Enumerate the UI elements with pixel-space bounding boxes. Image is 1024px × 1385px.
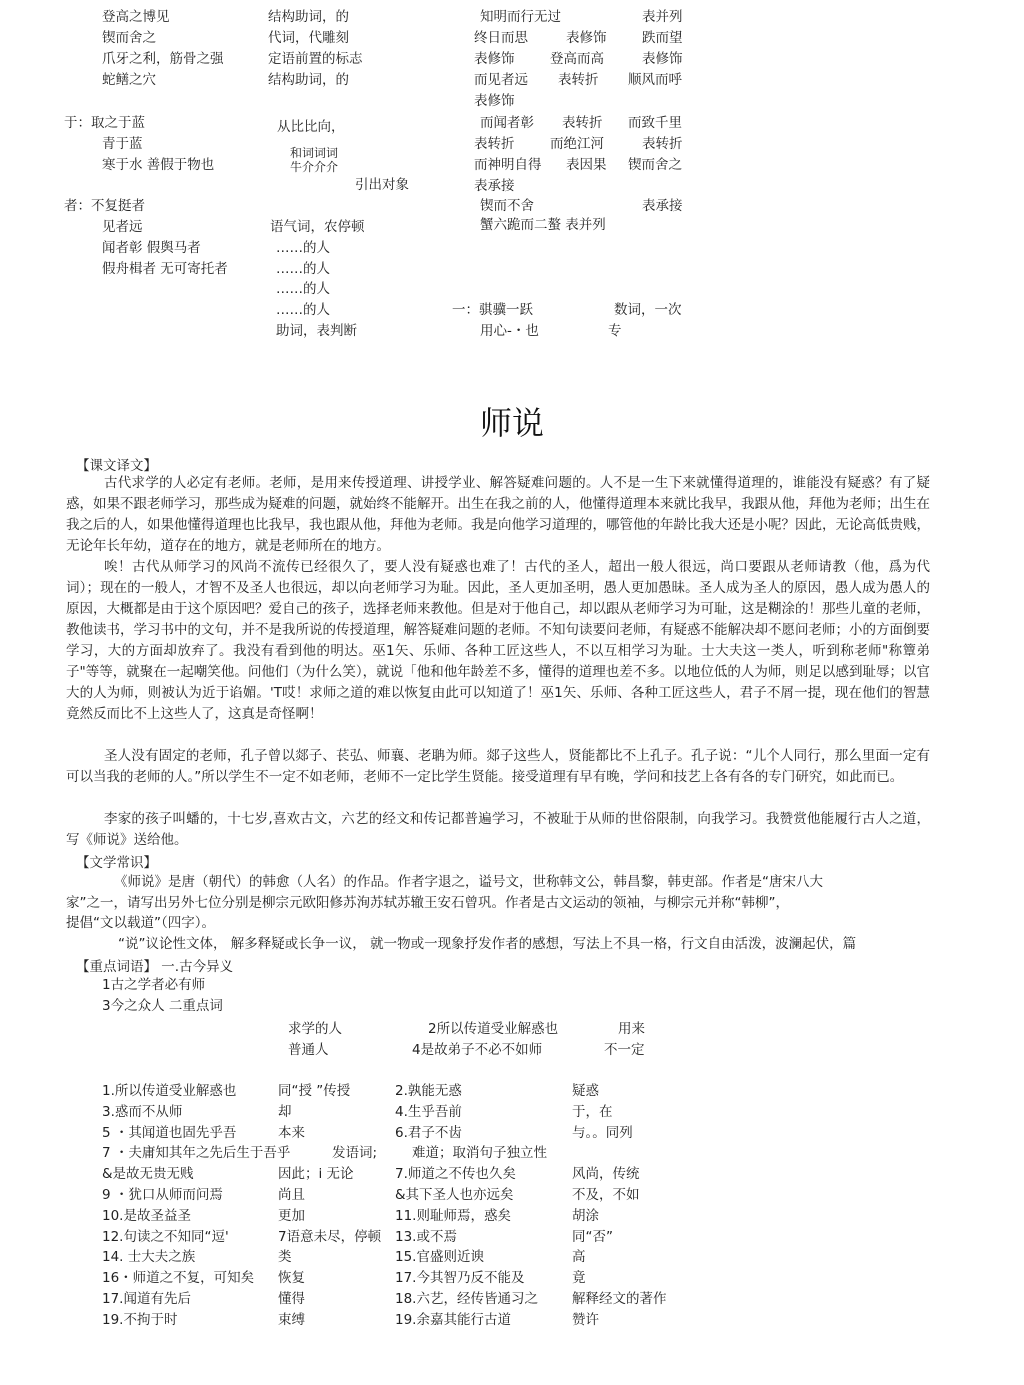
note-col3-item: 表转折	[642, 136, 683, 152]
keyword-row-cell: 7.师道之不传也久矣	[395, 1166, 516, 1183]
note-col2-item: 结构助词，的	[268, 72, 349, 88]
note-col3-item: 而见者远	[474, 72, 528, 88]
keyword-row-cell: 5 ・其闻道也固先乎吾	[102, 1124, 237, 1141]
note-col2-item: 和词词词	[290, 146, 339, 160]
keyword-row-cell: 于，在	[572, 1103, 613, 1120]
note-col2-item: 语气词，农停顿	[270, 219, 365, 235]
keyword-row-cell: 更加	[278, 1207, 305, 1224]
note-col3-item: 数词，一次	[614, 302, 682, 318]
note-col3-item: 表承接	[642, 198, 683, 214]
keyword-row-cell: 不及，不如	[572, 1187, 640, 1203]
note-col1-item: 假舟楫者 无可寄托者	[102, 261, 228, 277]
keyword-row-cell: 竟	[572, 1270, 586, 1287]
keyword-row-cell: 3.惑而不从师	[102, 1103, 183, 1120]
keyword-row-cell: 高	[572, 1249, 586, 1266]
keyword-row-cell: 16・师道之不复，可知矣	[102, 1270, 255, 1287]
keyword-row-cell: 风尚，传统	[572, 1166, 640, 1183]
keyword-row-cell: 赞许	[572, 1311, 599, 1328]
page-title: 师说	[479, 404, 544, 442]
note-col3-item: 表转折	[474, 136, 515, 152]
keyword-row-cell: 6.君子不齿	[395, 1124, 462, 1141]
note-col2-item: ……的人	[276, 302, 330, 318]
keyword-line: 1古之学者必有师	[102, 977, 206, 993]
keyword-row-cell: 解释经文的著作	[572, 1291, 667, 1307]
keyword-row-cell: 7 ・夫庸知其年之先后生于吾乎	[102, 1145, 291, 1162]
note-col2-item: 定语前置的标志	[268, 51, 363, 67]
keyword-row-cell: &是故无贵无贱	[102, 1166, 194, 1183]
keyword-row-cell: &其下圣人也亦远矣	[395, 1187, 514, 1203]
keyword-gloss: 求学的人	[288, 1021, 342, 1037]
note-col3-item: 知明而行无过	[480, 9, 561, 25]
keyword-row-cell: 4.生乎吾前	[395, 1103, 462, 1120]
note-col3-item: 锲而舍之	[628, 157, 682, 173]
keyword-row-cell: 7语意未尽，停顿	[278, 1228, 382, 1245]
literature-line: “说”议论性文体， 解多释疑或长争一议， 就一物或一现象抒发作者的感想，写法上不具一格，行文自由活泼，波澜起伏，篇	[118, 936, 857, 952]
keyword-line: 3今之众人 二重点词	[102, 998, 223, 1014]
keyword-row-cell: 17.闻道有先后	[102, 1291, 191, 1307]
section-heading-keywords: 【重点词语】 一.古今异义	[76, 959, 234, 975]
note-col2-item: 引出对象	[355, 177, 409, 193]
note-col2-item: 牛介介介	[290, 160, 339, 174]
keyword-row-cell: 1.所以传道受业解惑也	[102, 1083, 237, 1099]
keyword-row-cell: 与。。同列	[572, 1124, 633, 1141]
note-col2-item: ……的人	[276, 281, 330, 297]
note-col1-item: 见者远	[102, 219, 143, 235]
note-col1-item: 锲而舍之	[102, 30, 156, 46]
note-col3-item: 表转折	[562, 115, 603, 131]
keyword-row-cell: 胡涂	[572, 1207, 599, 1224]
note-col3-item: 锲而不舍	[480, 198, 534, 214]
note-col2-item: ……的人	[276, 240, 330, 256]
literature-line: 《师说》是唐（朝代）的韩愈（人名）的作品。作者字退之，谥号文，世称韩文公，韩昌黎，韩吏部。作者是“唐宋八大	[114, 874, 823, 890]
keyword-row-cell: 11.则耻师焉，惑矣	[395, 1207, 511, 1224]
note-col2-item: ……的人	[276, 261, 330, 277]
note-col2-item: 助词，表判断	[276, 323, 357, 339]
keyword-gloss: 普通人	[288, 1042, 329, 1058]
keyword-row-cell: 9 ・犹口从师而问焉	[102, 1187, 223, 1203]
keyword-row-cell: 同“否”	[572, 1228, 613, 1245]
note-col3-item: 登高而高	[550, 51, 604, 67]
keyword-gloss: 4是故弟子不必不如师	[412, 1042, 543, 1058]
keyword-row-cell: 18.六艺，经传皆通习之	[395, 1291, 538, 1307]
note-col1-item: 寒于水 善假于物也	[102, 157, 215, 173]
note-col1-item: 者：不复挺者	[64, 198, 145, 214]
keyword-gloss: 用来	[618, 1021, 645, 1037]
note-col3-item: 表转折	[558, 72, 599, 88]
translation-paragraph: 李家的孩子叫蟠的，十七岁,喜欢古文，六艺的经文和传记都普遍学习，不被耻于从师的世俗限制，向我学习。我赞赏他能履行古人之道，写《师说》送给他。	[66, 811, 930, 848]
section-heading-translation: 【课文译文】	[76, 458, 157, 474]
keyword-row-cell: 本来	[278, 1124, 305, 1141]
note-col3-item: 表修饰	[474, 51, 515, 67]
note-col1-item: 登高之博见	[102, 9, 170, 25]
note-col1-item: 爪牙之利，筋骨之强	[102, 51, 224, 67]
keyword-row-cell: 14. 士大夫之族	[102, 1249, 196, 1266]
keyword-gloss: 不一定	[604, 1042, 645, 1058]
keyword-row-cell: 同“授 ”传授	[278, 1083, 351, 1099]
keyword-row-cell: 19.余嘉其能行古道	[395, 1311, 511, 1328]
note-col1-item: 于：取之于蓝	[64, 115, 145, 131]
keyword-gloss: 2所以传道受业解惑也	[428, 1021, 559, 1037]
note-col1-item: 闻者彰 假舆马者	[102, 240, 201, 256]
keyword-row-cell: 难道；取消句子独立性	[412, 1145, 547, 1162]
keyword-row-cell: 12.句读之不知同“逗'	[102, 1228, 229, 1245]
note-col1-item: 青于蓝	[102, 136, 143, 152]
note-col2-item: 结构助词，的	[268, 9, 349, 25]
note-col3-item: 表修饰	[474, 93, 515, 109]
note-col3-item: 表修饰	[642, 51, 683, 67]
keyword-row-cell: 恢复	[278, 1270, 305, 1287]
keyword-row-cell: 10.是故圣益圣	[102, 1207, 191, 1224]
note-col3-item: 顺风而呼	[628, 72, 682, 88]
translation-paragraph: 唉！古代从师学习的风尚不流传已经很久了，要人没有疑惑也难了！古代的圣人，超出一般人很远，尚口要跟从老师请教（他，爲为代词）；现在的一般人，才智不及圣人也很远，却以向老师学习为耻。因此，圣人更加圣明，愚人更加愚昧。圣人成为圣人的原因，愚人成为愚人的原因，大概都是由于这个原因吧？爱自己的孩子，选择老师来教他。但是对于他自己，却以跟从老师学习为可耻，这是糊涂的！那些儿童的老师，教他读书，学习书中的文句，并不是我所说的传授道理，解答疑难问题的老师。不知句读要问老师，有疑惑不能解决却不愿问老师；小的方面倒要学习，大的方面却放弃了。我没有看到他的明达。巫1矢、乐师、各种工匠这些人，不以互相学习为耻。士大夫这一类人，听到称老师"称簟弟子"等等，就聚在一起嘲笑他。问他们（为什么笑），就说「他和他年龄差不多，懂得的道理也差不多。以地位低的人为师，则足以感到耻辱；以官大的人为师，则被认为近于谄媚。'T哎！求师之道的难以恢复由此可以知道了！巫1矢、乐师、各种工匠这些人，君子不屑一提，现在他们的智慧竟然反而比不上这些人了，这真是奇怪啊！	[66, 559, 930, 722]
keyword-row-cell: 束缚	[278, 1311, 305, 1328]
keyword-row-cell: 2.孰能无惑	[395, 1083, 462, 1099]
keyword-row-cell: 17.今其智乃反不能及	[395, 1270, 525, 1287]
note-col3-item: 跌而望	[642, 30, 683, 46]
keyword-row-cell: 尚且	[278, 1187, 305, 1203]
keyword-row-cell: 疑惑	[572, 1083, 599, 1099]
keyword-row-cell: 15.官盛则近谀	[395, 1249, 484, 1266]
note-col3-item: 用心-・也	[480, 323, 539, 339]
note-col3-item: 表承接	[474, 178, 515, 194]
note-col3-item: 而绝江河	[550, 136, 604, 152]
keyword-row-cell: 类	[278, 1249, 292, 1266]
note-col3-item: 而闻者彰	[480, 115, 534, 131]
note-col3-item: 而致千里	[628, 115, 682, 131]
translation-paragraph: 古代求学的人必定有老师。老师，是用来传授道理、讲授学业、解答疑难问题的。人不是一生下来就懂得道理的，谁能没有疑惑？有了疑惑，如果不跟老师学习，那些成为疑难的问题，就始终不能解开。出生在我之前的人，他懂得道理本来就比我早，我跟从他，拜他为老师；出生在我之后的人，如果他懂得道理也比我早，我也跟从他，拜他为老师。我是向他学习道理的，哪管他的年龄比我大还是小呢？因此，无论高低贵贱，无论年长年幼，道存在的地方，就是老师所在的地方。	[66, 475, 930, 554]
keyword-row-cell: 因此；i 无论	[278, 1166, 354, 1183]
note-col3-item: 而神明自得	[474, 157, 542, 173]
note-col3-item: 表因果	[566, 157, 607, 173]
note-col3-item: 一：骐骥一跃	[452, 302, 533, 318]
note-col3-item: 专	[608, 323, 622, 339]
note-col2-item: 从比比向，	[277, 119, 345, 135]
note-col1-item: 蛇鳝之穴	[102, 72, 156, 88]
keyword-row-cell: 13.或不焉	[395, 1228, 457, 1245]
section-heading-literature: 【文学常识】	[76, 855, 157, 871]
note-col3-item: 蟹六跪而二螯 表并列	[480, 217, 606, 233]
keyword-row-cell: 懂得	[278, 1291, 305, 1307]
literature-line: 家”之一，请写出另外七位分别是柳宗元欧阳修苏洵苏轼苏辙王安石曾巩。作者是古文运动的领袖，与柳宗元并称“韩柳”，	[66, 895, 789, 911]
note-col2-item: 代词，代雕刻	[268, 30, 349, 46]
note-col3-item: 表并列	[642, 9, 683, 25]
translation-paragraph: 圣人没有固定的老师，孔子曾以郯子、苌弘、师襄、老聃为师。郯子这些人，贤能都比不上孔子。孔子说：“儿个人同行，那么里面一定有可以当我的老师的人。”所以学生不一定不如老师，老师不一定比学生贤能。接受道理有早有晚，学问和技艺上各有各的专门研究，如此而已。	[66, 748, 930, 785]
note-col3-item: 表修饰	[566, 30, 607, 46]
note-col3-item: 终日而思	[474, 30, 528, 46]
literature-line: 提倡“文以载道”（四字）。	[66, 915, 215, 931]
keyword-row-cell: 19.不拘于时	[102, 1311, 178, 1328]
keyword-row-cell: 发语词;	[332, 1145, 378, 1162]
keyword-row-cell: 却	[278, 1103, 292, 1120]
